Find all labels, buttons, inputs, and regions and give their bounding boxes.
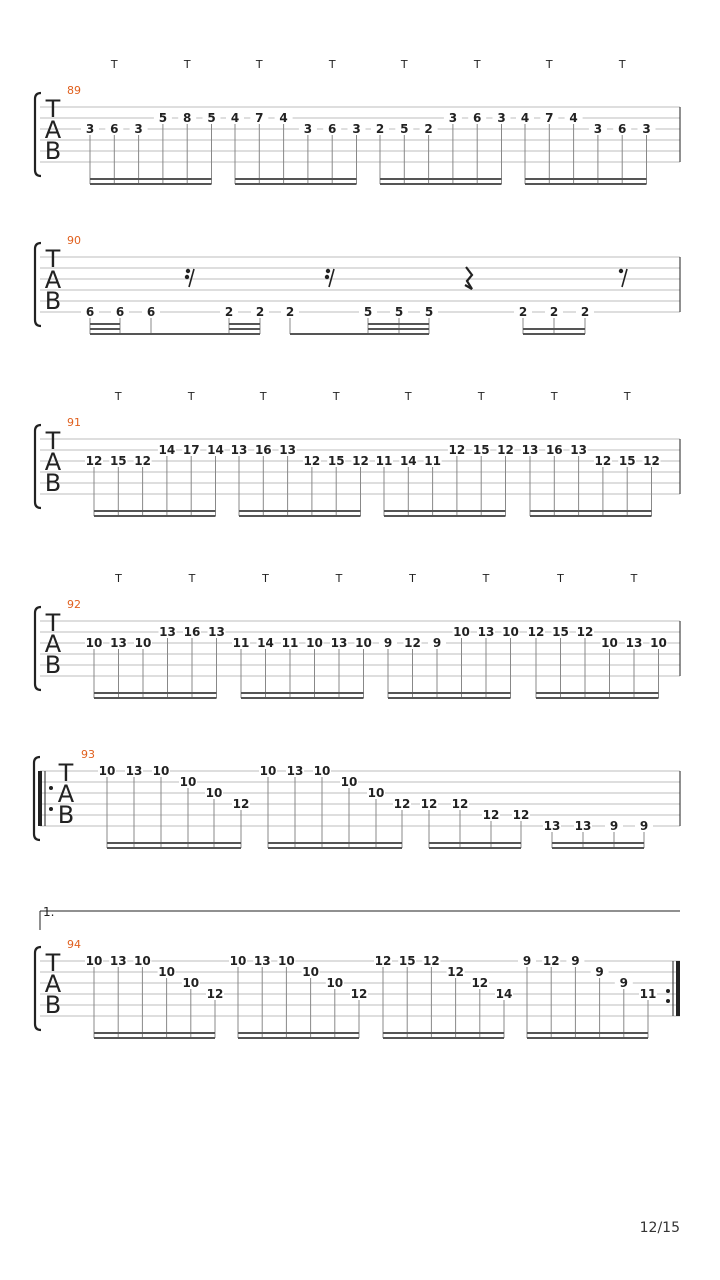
fret-number: 2 [580, 305, 590, 319]
measure-number: 94 [67, 938, 81, 951]
fret-number: 5 [207, 111, 216, 125]
fret-number: 6 [146, 305, 156, 319]
fret-number: 13 [125, 764, 143, 778]
tap-mark: T [550, 390, 558, 403]
system-89 [35, 93, 680, 184]
fret-number: 10 [278, 954, 295, 968]
fret-number: 12 [512, 808, 530, 822]
system-bracket [35, 93, 41, 176]
tap-mark: T [332, 390, 340, 403]
fret-number: 10 [152, 764, 170, 778]
fret-number: 13 [230, 443, 248, 457]
fret-number: 12 [448, 443, 466, 457]
fret-number: 13 [625, 636, 643, 650]
fret-number: 12 [451, 797, 469, 811]
sixteenth-rest-dot [185, 275, 189, 279]
measure-number: 92 [67, 598, 81, 611]
tab-clef-letter: B [44, 287, 62, 315]
tap-mark: T [482, 572, 490, 585]
fret-number: 13 [110, 636, 127, 650]
fret-number: 2 [224, 305, 234, 319]
fret-number: 10 [367, 786, 385, 800]
fret-number: 12 [404, 636, 421, 650]
tap-mark: T [255, 58, 263, 71]
tap-mark: T [630, 572, 638, 585]
fret-number: 13 [543, 819, 561, 833]
tap-mark: T [404, 390, 412, 403]
fret-number: 6 [618, 122, 627, 136]
system-bracket [35, 607, 41, 690]
fret-number: 3 [85, 122, 95, 136]
fret-number: 12 [447, 965, 464, 979]
fret-number: 14 [158, 443, 176, 457]
repeat-dot [666, 999, 670, 1003]
tap-mark: T [618, 58, 626, 71]
fret-number: 3 [593, 122, 603, 136]
fret-number: 10 [98, 764, 116, 778]
fret-number: 13 [109, 954, 127, 968]
fret-number: 10 [179, 775, 197, 789]
page-number: 12/15 [639, 1220, 680, 1236]
fret-number: 10 [229, 954, 247, 968]
fret-number: 10 [259, 764, 277, 778]
fret-number: 10 [302, 965, 319, 979]
system-bracket [35, 947, 41, 1030]
tab-clef-letter: A [44, 116, 62, 144]
fret-number: 6 [110, 122, 119, 136]
fret-number: 12 [471, 976, 489, 990]
fret-number: 10 [355, 636, 372, 650]
fret-number: 10 [340, 775, 358, 789]
fret-number: 2 [255, 305, 265, 319]
system-92 [35, 607, 680, 698]
tap-mark: T [187, 390, 195, 403]
repeat-dot [49, 807, 53, 811]
tap-mark: T [335, 572, 343, 585]
fret-number: 14 [257, 636, 274, 650]
sixteenth-rest-dot [325, 275, 329, 279]
tap-mark: T [328, 58, 336, 71]
fret-number: 13 [570, 443, 587, 457]
fret-number: 5 [424, 305, 434, 319]
fret-number: 15 [472, 443, 490, 457]
fret-number: 12 [393, 797, 411, 811]
fret-number: 11 [424, 454, 441, 468]
tab-clef-letter: B [44, 469, 62, 497]
fret-number: 3 [352, 122, 361, 136]
fret-number: 12 [85, 454, 103, 468]
fret-number: 10 [85, 636, 103, 650]
fret-number: 14 [207, 443, 224, 457]
system-90 [35, 243, 680, 334]
fret-number: 11 [375, 454, 393, 468]
tab-clef-letter: T [58, 759, 74, 787]
fret-number: 10 [326, 976, 344, 990]
fret-number: 13 [159, 625, 176, 639]
fret-number: 15 [552, 625, 569, 639]
fret-number: 10 [85, 954, 103, 968]
fret-number: 3 [497, 111, 506, 125]
fret-number: 12 [350, 987, 368, 1001]
tab-clef-letter: A [44, 630, 62, 658]
system-91 [35, 425, 680, 516]
system-bracket [35, 243, 41, 326]
fret-number: 13 [521, 443, 539, 457]
fret-number: 13 [477, 625, 495, 639]
tap-mark: T [545, 58, 553, 71]
fret-number: 16 [183, 625, 201, 639]
fret-number: 13 [574, 819, 592, 833]
tab-clef-letter: T [45, 95, 61, 123]
fret-number: 17 [182, 443, 200, 457]
fret-number: 10 [650, 636, 667, 650]
fret-number: 12 [527, 625, 545, 639]
fret-number: 10 [134, 954, 151, 968]
fret-number: 16 [545, 443, 563, 457]
fret-number: 5 [363, 305, 373, 319]
fret-number: 14 [399, 454, 417, 468]
fret-number: 12 [542, 954, 560, 968]
fret-number: 12 [206, 987, 224, 1001]
tab-clef-letter: B [44, 991, 62, 1019]
fret-number: 12 [134, 454, 151, 468]
measure-number: 91 [67, 416, 81, 429]
system-bracket [35, 425, 41, 508]
tap-mark: T [114, 390, 122, 403]
fret-number: 14 [495, 987, 513, 1001]
fret-number: 12 [643, 454, 660, 468]
fret-number: 9 [639, 819, 649, 833]
tab-clef-letter: A [57, 780, 75, 808]
fret-number: 2 [549, 305, 559, 319]
measure-number: 89 [67, 84, 81, 97]
quarter-rest-icon [465, 267, 472, 289]
fret-number: 15 [398, 954, 416, 968]
fret-number: 16 [254, 443, 272, 457]
fret-number: 12 [303, 454, 321, 468]
repeat-dot [666, 989, 670, 993]
fret-number: 3 [642, 122, 651, 136]
tap-mark: T [409, 572, 416, 585]
fret-number: 12 [423, 954, 440, 968]
fret-number: 13 [279, 443, 296, 457]
fret-number: 2 [285, 305, 295, 319]
fret-number: 11 [232, 636, 250, 650]
tap-mark: T [183, 58, 191, 71]
tap-mark: T [623, 390, 631, 403]
tab-clef-letter: T [45, 245, 61, 273]
fret-number: 2 [375, 122, 385, 136]
fret-number: 5 [400, 122, 409, 136]
tap-mark: T [259, 390, 267, 403]
fret-number: 3 [134, 122, 143, 136]
fret-number: 13 [253, 954, 271, 968]
fret-number: 4 [520, 111, 530, 125]
measure-number: 93 [81, 748, 95, 761]
fret-number: 7 [545, 111, 554, 125]
tap-mark: T [473, 58, 481, 71]
fret-number: 9 [595, 965, 604, 979]
tap-mark: T [477, 390, 485, 403]
fret-number: 13 [208, 625, 225, 639]
sixteenth-rest-dot [326, 269, 330, 273]
fret-number: 13 [286, 764, 304, 778]
tap-mark: T [188, 572, 196, 585]
eighth-rest-dot [619, 269, 623, 273]
fret-number: 12 [232, 797, 250, 811]
fret-number: 8 [183, 111, 192, 125]
tap-mark: T [110, 58, 118, 71]
tap-mark: T [262, 572, 269, 585]
tab-clef-letter: A [44, 266, 62, 294]
fret-number: 9 [619, 976, 628, 990]
fret-number: 9 [383, 636, 393, 650]
fret-number: 7 [255, 111, 264, 125]
fret-number: 9 [609, 819, 619, 833]
repeat-dot [49, 786, 53, 790]
fret-number: 3 [448, 111, 458, 125]
fret-number: 12 [594, 454, 612, 468]
fret-number: 5 [394, 305, 404, 319]
fret-number: 6 [328, 122, 337, 136]
fret-number: 6 [85, 305, 95, 319]
fret-number: 12 [576, 625, 594, 639]
fret-number: 4 [279, 111, 288, 125]
fret-number: 12 [420, 797, 438, 811]
fret-number: 10 [306, 636, 323, 650]
fret-number: 12 [497, 443, 514, 457]
fret-number: 10 [601, 636, 618, 650]
fret-number: 12 [352, 454, 369, 468]
tab-clef-letter: A [44, 970, 62, 998]
tap-mark: T [115, 572, 122, 585]
fret-number: 10 [134, 636, 152, 650]
fret-number: 11 [281, 636, 299, 650]
tap-mark: T [400, 58, 408, 71]
volta-label: 1. [43, 905, 55, 919]
tab-clef-letter: B [44, 137, 62, 165]
fret-number: 10 [158, 965, 175, 979]
sixteenth-rest-dot [186, 269, 190, 273]
fret-number: 10 [502, 625, 519, 639]
fret-number: 6 [115, 305, 125, 319]
fret-number: 13 [330, 636, 348, 650]
tab-clef-letter: T [45, 949, 61, 977]
fret-number: 10 [205, 786, 223, 800]
fret-number: 5 [158, 111, 168, 125]
fret-number: 12 [482, 808, 500, 822]
fret-number: 9 [522, 954, 532, 968]
fret-number: 10 [313, 764, 331, 778]
fret-number: 9 [432, 636, 442, 650]
tap-mark: T [557, 572, 564, 585]
fret-number: 2 [518, 305, 528, 319]
fret-number: 10 [182, 976, 200, 990]
fret-number: 15 [327, 454, 345, 468]
fret-number: 4 [230, 111, 240, 125]
tab-clef-letter: B [57, 801, 75, 829]
fret-number: 15 [618, 454, 636, 468]
fret-number: 6 [473, 111, 482, 125]
tab-clef-letter: B [44, 651, 62, 679]
fret-number: 9 [571, 954, 580, 968]
fret-number: 12 [374, 954, 392, 968]
tab-clef-letter: A [44, 448, 62, 476]
fret-number: 4 [569, 111, 578, 125]
fret-number: 15 [109, 454, 127, 468]
tab-clef-letter: T [45, 609, 61, 637]
fret-number: 3 [303, 122, 313, 136]
tab-clef-letter: T [45, 427, 61, 455]
measure-number: 90 [67, 234, 81, 247]
fret-number: 10 [453, 625, 470, 639]
fret-number: 11 [639, 987, 657, 1001]
fret-number: 2 [424, 122, 433, 136]
